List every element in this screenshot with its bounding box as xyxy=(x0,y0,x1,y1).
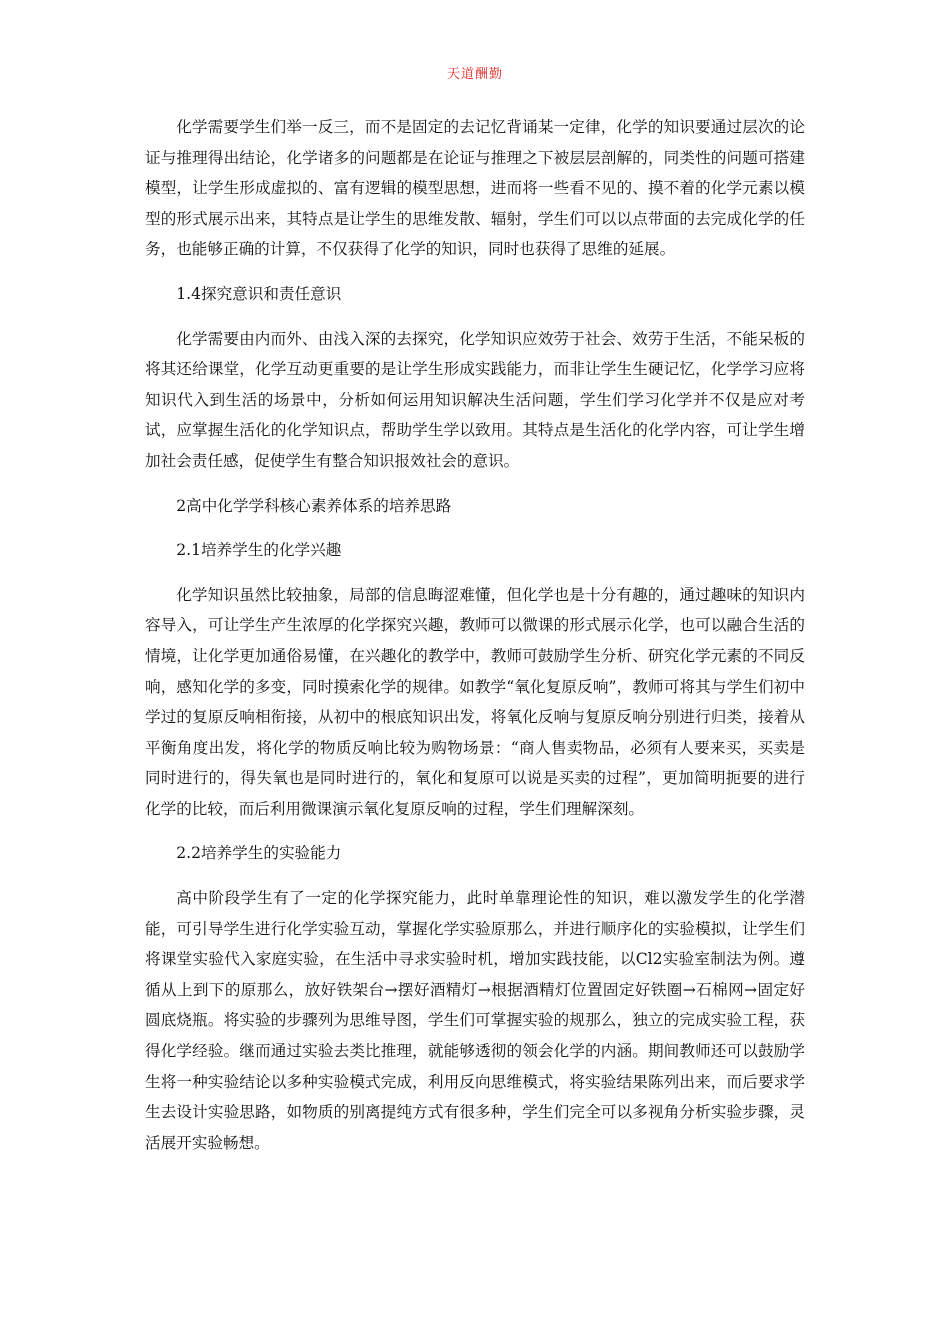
heading-1-4: 1.4探究意识和责任意识 xyxy=(176,284,342,303)
heading-2-1: 2.1培养学生的化学兴趣 xyxy=(176,541,342,560)
paragraph-inquiry-responsibility: 化学需要由内而外、由浅入深的去探究，化学知识应效劳于社会、效劳于生活，不能呆板的将其还给课堂，化学互动更重要的是让学生形成实践能力，而非让学生生硬记忆，化学学习应将知识代入到生活的场景中，分析如何运用知识解决生活问题，学生们学习化学并不仅是应对考试，应掌握生活化的化学知识点，帮助学生学以致用。其特点是生活化的化学内容，可让学生增加社会责任感，促使学生有整合知识报效社会的意识。 xyxy=(145,329,805,470)
document-body xyxy=(145,112,805,1158)
heading-2: 2高中化学学科核心素养体系的培养思路 xyxy=(176,496,452,515)
paragraph-chemistry-interest: 化学知识虽然比较抽象，局部的信息晦涩难懂，但化学也是十分有趣的，通过趣味的知识内容导入，可让学生产生浓厚的化学探究兴趣，教师可以微课的形式展示化学，也可以融合生活的情境，让化学更加通俗易懂，在兴趣化的教学中，教师可鼓励学生分析、研究化学元素的不同反响，感知化学的多变，同时摸索化学的规律。如教学“氧化复原反响”，教师可将其与学生们初中学过的复原反响相衔接，从初中的根底知识出发，将氧化反响与复原反响分别进行归类，接着从平衡角度出发，将化学的物质反响比较为购物场景：“商人售卖物品，必须有人要来买，买卖是同时进行的，得失氧也是同时进行的，氧化和复原可以说是买卖的过程”，更加简明扼要的进行化学的比较，而后利用微课演示氧化复原反响的过程，学生们理解深刻。 xyxy=(145,585,805,818)
header-mark: 天道酬勤 xyxy=(446,67,503,82)
heading-2-2: 2.2培养学生的实验能力 xyxy=(176,844,342,863)
paragraph-model-thinking: 化学需要学生们举一反三，而不是固定的去记忆背诵某一定律，化学的知识要通过层次的论证与推理得出结论，化学诸多的问题都是在论证与推理之下被层层剖解的，同类性的问题可搭建模型，让学生形成虚拟的、富有逻辑的模型思想，进而将一些看不见的、摸不着的化学元素以模型的形式展示出来，其特点是让学生的思维发散、辐射，学生们可以以点带面的去完成化学的任务，也能够正确的计算，不仅获得了化学的知识，同时也获得了思维的延展。 xyxy=(145,118,805,259)
paragraph-experiment-ability: 高中阶段学生有了一定的化学探究能力，此时单靠理论性的知识，难以激发学生的化学潜能，可引导学生进行化学实验互动，掌握化学实验原那么，并进行顺序化的实验模拟，让学生们将课堂实验代入家庭实验，在生活中寻求实验时机，增加实践技能，以Cl2实验室制法为例。遵循从上到下的原那么，放好铁架台→摆好酒精灯→根据酒精灯位置固定好铁圈→石棉网→固定好圆底烧瓶。将实验的步骤列为思维导图，学生们可掌握实验的规那么，独立的完成实验工程，获得化学经验。继而通过实验去类比推理，就能够透彻的领会化学的内涵。期间教师还可以鼓励学生将一种实验结论以多种实验模式完成，利用反向思维模式，将实验结果陈列出来，而后要求学生去设计实验思路，如物质的别离提纯方式有很多种，学生们完全可以多视角分析实验步骤，灵活展开实验畅想。 xyxy=(145,889,805,1152)
